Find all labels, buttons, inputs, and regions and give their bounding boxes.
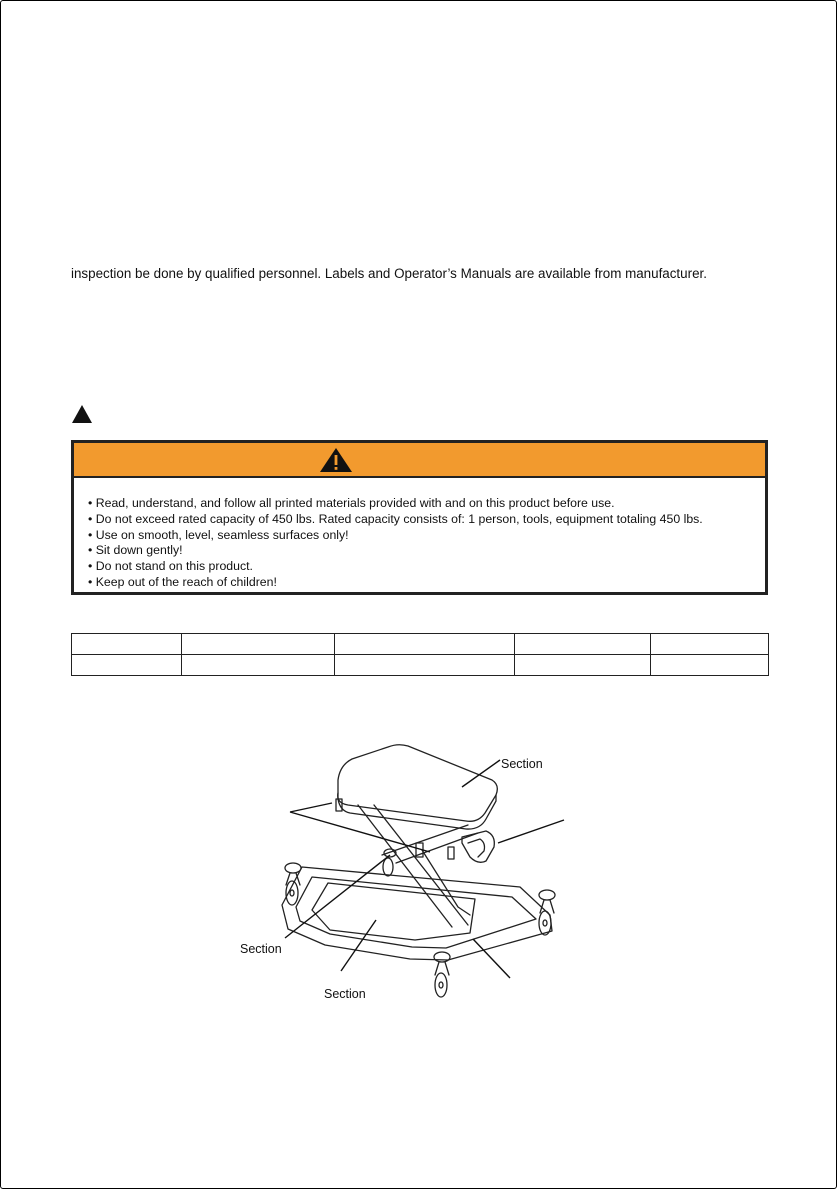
warning-item: • Sit down gently! [88, 543, 183, 558]
warning-item: • Do not stand on this product. [88, 559, 253, 574]
table-cell [182, 655, 335, 676]
table-cell [72, 655, 182, 676]
warning-box [71, 440, 768, 595]
table-cell [335, 655, 515, 676]
table-cell [182, 634, 335, 655]
tray-section-label: Section [324, 987, 366, 1001]
creeper-seat-diagram [230, 735, 600, 1010]
table-cell [515, 655, 651, 676]
warning-list [88, 496, 703, 591]
table-cell [335, 634, 515, 655]
warning-item: • Use on smooth, level, seamless surfaces only! [88, 527, 349, 542]
intro-paragraph: inspection be done by qualified personnel. Labels and Operator’s Manuals are available from manufacturer. [71, 266, 707, 281]
table-row [72, 655, 769, 676]
table-cell [651, 655, 769, 676]
exclamation-triangle-icon [319, 447, 353, 473]
table-cell [515, 634, 651, 655]
warning-item: • Read, understand, and follow all printed materials provided with and on this product before use. [88, 496, 615, 510]
creeper-seat-drawing [282, 745, 555, 997]
warning-item: • Keep out of the reach of children! [88, 574, 277, 589]
table-row [72, 634, 769, 655]
seat-section-label: Section [501, 757, 543, 771]
table-cell [651, 634, 769, 655]
warning-triangle-icon [71, 404, 93, 424]
specification-table [71, 633, 769, 676]
table-cell [72, 634, 182, 655]
frame-section-label: Section [240, 942, 282, 956]
warning-item: • Do not exceed rated capacity of 450 lbs. Rated capacity consists of: 1 person, tools, equipment totaling 450 lbs. [88, 511, 703, 526]
warning-header [74, 443, 765, 478]
